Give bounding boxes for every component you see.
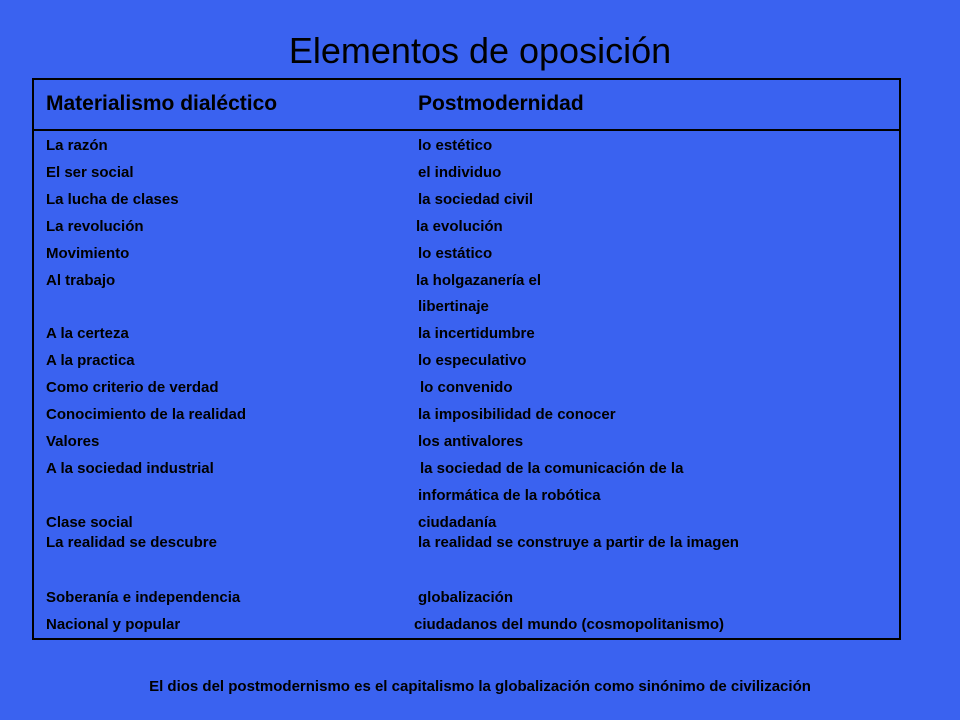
row-right-cell: la incertidumbre: [418, 325, 535, 342]
row-left-cell: La realidad se descubre: [46, 534, 217, 551]
row-left-cell: Clase social: [46, 514, 133, 531]
row-right-cell: lo estático: [418, 245, 493, 262]
row-left-cell: Como criterio de verdad: [46, 379, 219, 396]
row-right-cell: la sociedad de la comunicación de la: [420, 460, 684, 477]
row-right-cell: lo convenido: [420, 379, 513, 396]
row-right-cell: libertinaje: [418, 298, 489, 315]
row-left-cell: La revolución: [46, 218, 144, 235]
row-right-cell: lo estético: [418, 137, 493, 154]
row-right-cell: lo especulativo: [418, 352, 527, 369]
row-right-cell: la holgazanería el: [416, 272, 542, 289]
row-left-cell: A la practica: [46, 352, 135, 369]
row-left-cell: A la sociedad industrial: [46, 460, 214, 477]
row-right-cell: el individuo: [418, 164, 502, 181]
header-materialismo: Materialismo dialéctico: [46, 92, 278, 115]
row-left-cell: A la certeza: [46, 325, 129, 342]
row-left-cell: Soberanía e independencia: [46, 589, 241, 606]
row-right-cell: los antivalores: [418, 433, 524, 450]
row-right-cell: la realidad se construye a partir de la imagen: [418, 534, 739, 551]
row-right-cell: ciudadanos del mundo (cosmopolitanismo): [414, 616, 725, 633]
row-left-cell: Conocimiento de la realidad: [46, 406, 247, 423]
row-left-cell: Movimiento: [46, 245, 130, 262]
row-left-cell: Valores: [46, 433, 100, 450]
comparison-table: [32, 78, 901, 640]
row-left-cell: Nacional y popular: [46, 616, 181, 633]
row-right-cell: ciudadanía: [418, 514, 497, 531]
row-left-cell: Al trabajo: [46, 272, 116, 289]
row-right-cell: informática de la robótica: [418, 487, 601, 504]
header-postmodernidad: Postmodernidad: [418, 92, 584, 115]
row-left-cell: El ser social: [46, 164, 134, 181]
row-left-cell: La razón: [46, 137, 108, 154]
row-left-cell: La lucha de clases: [46, 191, 179, 208]
footer-note: El dios del postmodernismo es el capitalismo la globalización como sinónimo de civilización: [149, 678, 811, 695]
page-title: Elementos de oposición: [288, 30, 672, 71]
row-right-cell: la evolución: [416, 218, 503, 235]
row-right-cell: la imposibilidad de conocer: [418, 406, 616, 423]
row-right-cell: la sociedad civil: [418, 191, 534, 208]
row-right-cell: globalización: [418, 589, 514, 606]
table-rows: [34, 80, 899, 638]
